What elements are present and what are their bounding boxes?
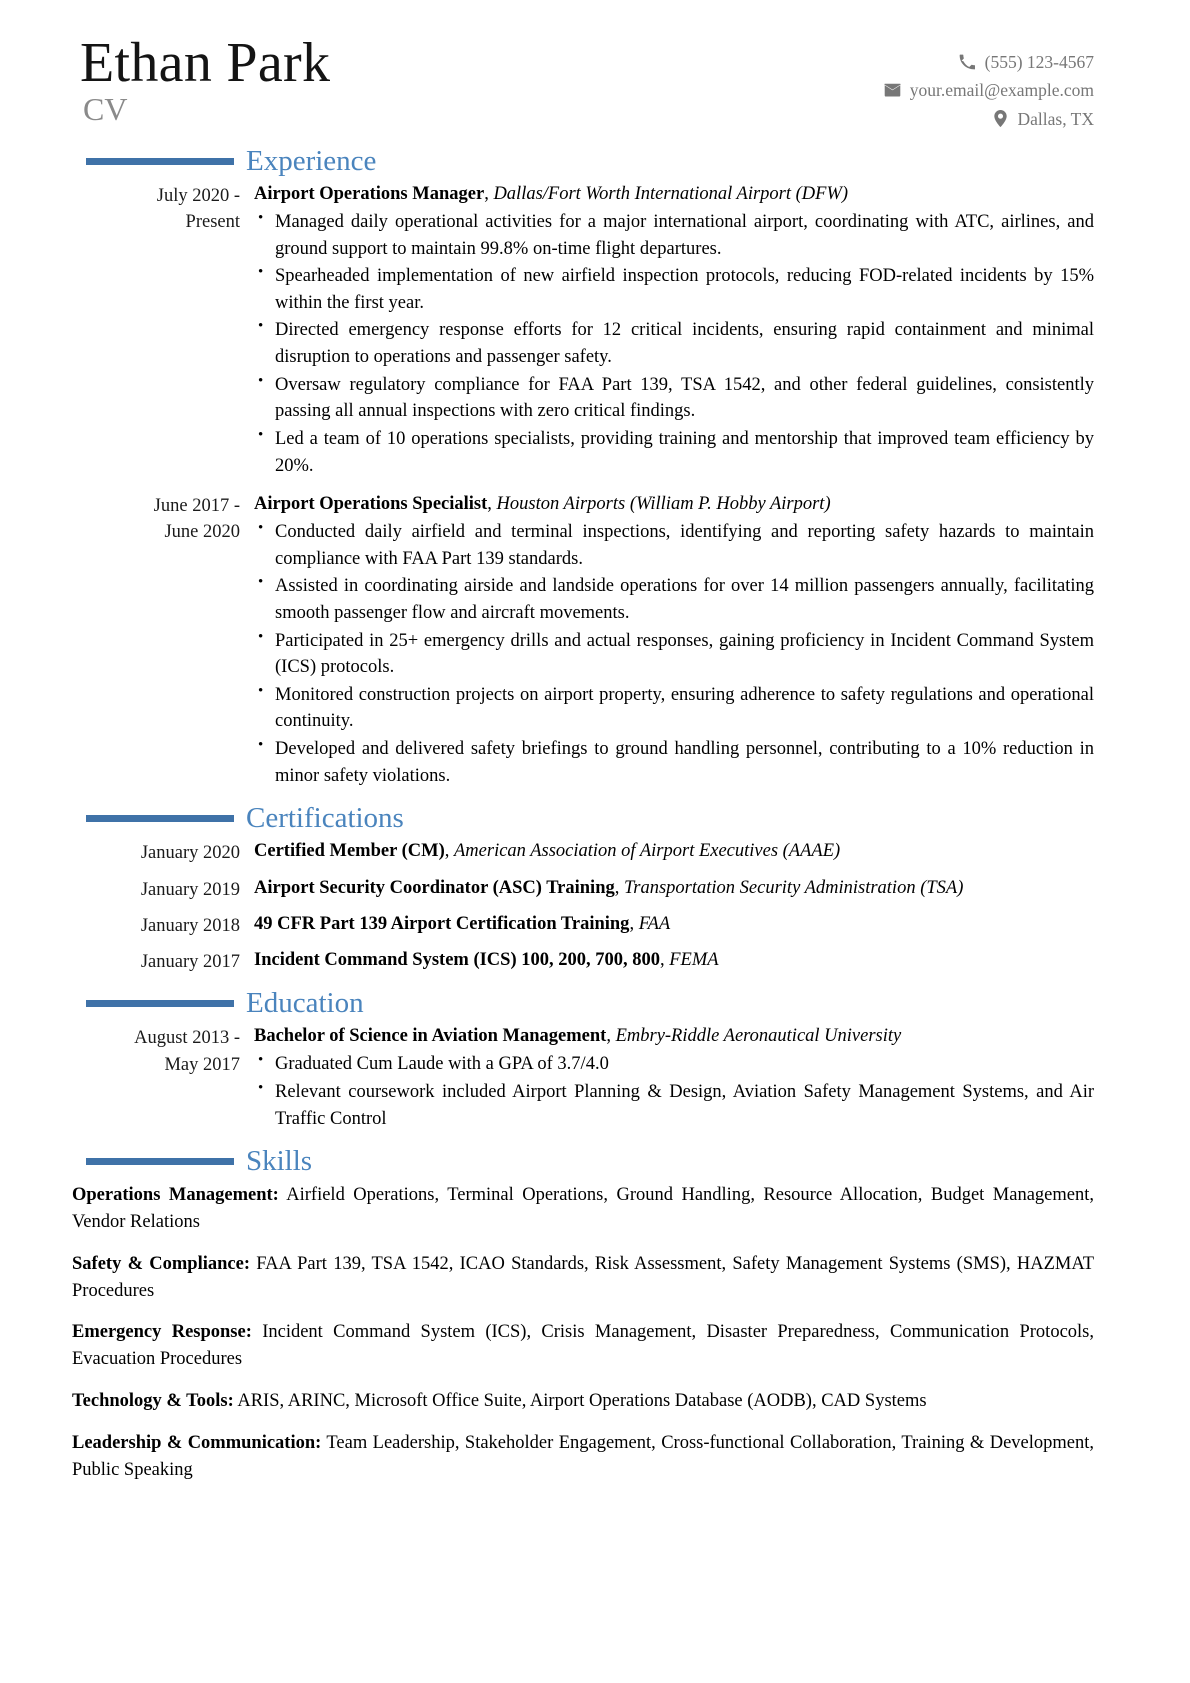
bullet-item: • Managed daily operational activities for a major international airport, coordinating with ATC, airlines, and ground support to maintain 99.8% on-time flight departures.	[254, 209, 1094, 262]
entry-bullets	[254, 209, 1094, 479]
section-certifications	[72, 804, 1094, 975]
entry-separator: ,	[629, 913, 639, 934]
section-heading-skills	[72, 1147, 1094, 1176]
bullet-item: • Directed emergency response efforts for 12 critical incidents, ensuring rapid containment and minimal disruption to operations and passenger safety.	[254, 317, 1094, 370]
entry-organization: FAA	[638, 913, 671, 934]
entry-dates: July 2020 - Present	[156, 186, 240, 233]
skill-category: Safety & Compliance:	[72, 1253, 250, 1274]
entry-position: Bachelor of Science in Aviation Management	[254, 1026, 607, 1047]
experience-entry	[72, 182, 1094, 480]
contact-phone-row	[884, 48, 1094, 76]
entry-title-line	[254, 182, 1094, 208]
section-title: Certifications	[246, 802, 404, 835]
entry-position: Incident Command System (ICS) 100, 200, 700, 800	[254, 950, 660, 971]
section-rule	[86, 815, 234, 822]
certification-entry	[72, 876, 1094, 903]
section-rule	[86, 1000, 234, 1007]
entry-title-line	[254, 1024, 1094, 1050]
entry-body	[240, 912, 1094, 939]
phone-number: (555) 123-4567	[984, 52, 1094, 72]
bullet-item: • Developed and delivered safety briefings to ground handling personnel, contributing to a 10% reduction in minor safety violations.	[254, 736, 1094, 789]
section-heading-education	[72, 989, 1094, 1018]
section-rule	[86, 1158, 234, 1165]
location-text: Dallas, TX	[1017, 108, 1094, 129]
certification-entry	[72, 839, 1094, 866]
certification-entry	[72, 912, 1094, 939]
entry-bullets	[254, 519, 1094, 789]
name-block	[72, 34, 330, 128]
skill-category: Leadership & Communication:	[72, 1432, 322, 1453]
entry-title-line	[254, 876, 1094, 902]
entry-body	[240, 492, 1094, 790]
entry-organization: American Association of Airport Executives (AAAE)	[454, 841, 841, 862]
skill-row	[72, 1319, 1094, 1373]
entry-body	[240, 1024, 1094, 1133]
cv-header	[72, 34, 1094, 133]
phone-icon	[959, 54, 976, 71]
entry-title-line	[254, 912, 1094, 938]
bullet-item: • Participated in 25+ emergency drills and actual responses, gaining proficiency in Incident Command System (ICS) protocols.	[254, 628, 1094, 681]
entry-dates: January 2019	[140, 879, 240, 900]
skill-row	[72, 1182, 1094, 1236]
skill-values: Team Leadership, Stakeholder Engagement, Cross-functional Collaboration, Training & Development, Public Speaking	[72, 1432, 1094, 1480]
bullet-item: • Led a team of 10 operations specialists, providing training and mentorship that improved team efficiency by 20%.	[254, 426, 1094, 479]
section-title: Experience	[246, 145, 377, 178]
section-heading-experience	[72, 147, 1094, 176]
entry-position: 49 CFR Part 139 Airport Certification Training	[254, 913, 630, 934]
entry-title-line	[254, 492, 1094, 518]
skill-values: Incident Command System (ICS), Crisis Management, Disaster Preparedness, Communication Protocols, Evacuation Procedures	[72, 1322, 1094, 1370]
email-address: your.email@example.com	[909, 80, 1094, 101]
entry-dates: January 2018	[140, 915, 240, 936]
skill-values: ARIS, ARINC, Microsoft Office Suite, Airport Operations Database (AODB), CAD Systems	[233, 1391, 927, 1412]
entry-dates: January 2017	[140, 952, 240, 973]
skill-category: Technology & Tools:	[72, 1391, 234, 1412]
bullet-item: • Oversaw regulatory compliance for FAA Part 139, TSA 1542, and other federal guidelines, consistently passing all annual inspections with zero critical findings.	[254, 372, 1094, 425]
entry-separator: ,	[444, 841, 454, 862]
bullet-item: • Relevant coursework included Airport Planning & Design, Aviation Safety Management Systems, and Air Traffic Control	[254, 1079, 1094, 1132]
entry-organization: FEMA	[669, 950, 719, 971]
entry-separator: ,	[484, 184, 494, 205]
entry-dates: August 2013 - May 2017	[134, 1028, 240, 1075]
bullet-item: • Assisted in coordinating airside and landside operations for over 14 million passengers annually, facilitating smooth passenger flow and aircraft movements.	[254, 573, 1094, 626]
entry-body	[240, 876, 1094, 903]
skill-category: Operations Management:	[72, 1185, 279, 1206]
section-title: Education	[246, 987, 364, 1020]
entry-position: Airport Operations Specialist	[254, 494, 488, 515]
entry-body	[240, 839, 1094, 866]
skill-row	[72, 1430, 1094, 1484]
skill-row	[72, 1388, 1094, 1415]
entry-position: Airport Security Coordinator (ASC) Training	[254, 877, 615, 898]
entry-dates: June 2017 - June 2020	[153, 496, 240, 543]
skills-list	[72, 1182, 1094, 1483]
envelope-icon	[884, 82, 901, 99]
bullet-item: • Spearheaded implementation of new airfield inspection protocols, reducing FOD-related incidents by 15% within the first year.	[254, 263, 1094, 316]
contact-location-row	[884, 105, 1094, 133]
entry-position: Certified Member (CM)	[254, 841, 445, 862]
entry-title-line	[254, 948, 1094, 974]
entry-organization: Embry-Riddle Aeronautical University	[615, 1026, 902, 1047]
bullet-item: • Monitored construction projects on airport property, ensuring adherence to safety regulations and operational continuity.	[254, 682, 1094, 735]
entry-bullets	[254, 1051, 1094, 1132]
entry-separator: ,	[660, 950, 670, 971]
document-subtitle: CV	[83, 90, 128, 127]
entry-body	[240, 182, 1094, 480]
section-rule	[86, 158, 234, 165]
section-education	[72, 989, 1094, 1133]
map-pin-icon	[992, 110, 1009, 127]
entry-separator: ,	[487, 494, 497, 515]
bullet-item: • Graduated Cum Laude with a GPA of 3.7/4.0	[254, 1051, 1094, 1078]
section-title: Skills	[246, 1145, 313, 1178]
entry-position: Airport Operations Manager	[254, 184, 485, 205]
contact-email-row	[884, 76, 1094, 104]
entry-organization: Houston Airports (William P. Hobby Airport)	[496, 494, 831, 515]
entry-title-line	[254, 839, 1094, 865]
section-experience	[72, 147, 1094, 790]
contact-block	[884, 34, 1094, 133]
experience-entry	[72, 492, 1094, 790]
entry-body	[240, 948, 1094, 975]
bullet-item: • Conducted daily airfield and terminal inspections, identifying and reporting safety hazards to maintain compliance with FAA Part 139 standards.	[254, 519, 1094, 572]
entry-organization: Dallas/Fort Worth International Airport (DFW)	[493, 184, 849, 205]
entry-organization: Transportation Security Administration (TSA)	[624, 877, 964, 898]
skill-values: FAA Part 139, TSA 1542, ICAO Standards, Risk Assessment, Safety Management Systems (SMS), HAZMAT Procedures	[72, 1253, 1094, 1301]
skill-row	[72, 1251, 1094, 1305]
entry-dates: January 2020	[140, 843, 240, 864]
entry-separator: ,	[614, 877, 624, 898]
page-title: Ethan Park	[80, 32, 331, 94]
entry-separator: ,	[606, 1026, 616, 1047]
section-heading-certifications	[72, 804, 1094, 833]
section-skills	[72, 1147, 1094, 1483]
education-entry	[72, 1024, 1094, 1133]
skill-values: Airfield Operations, Terminal Operations, Ground Handling, Resource Allocation, Budget Management, Vendor Relations	[72, 1185, 1094, 1232]
certification-entry	[72, 948, 1094, 975]
skill-category: Emergency Response:	[72, 1322, 252, 1343]
